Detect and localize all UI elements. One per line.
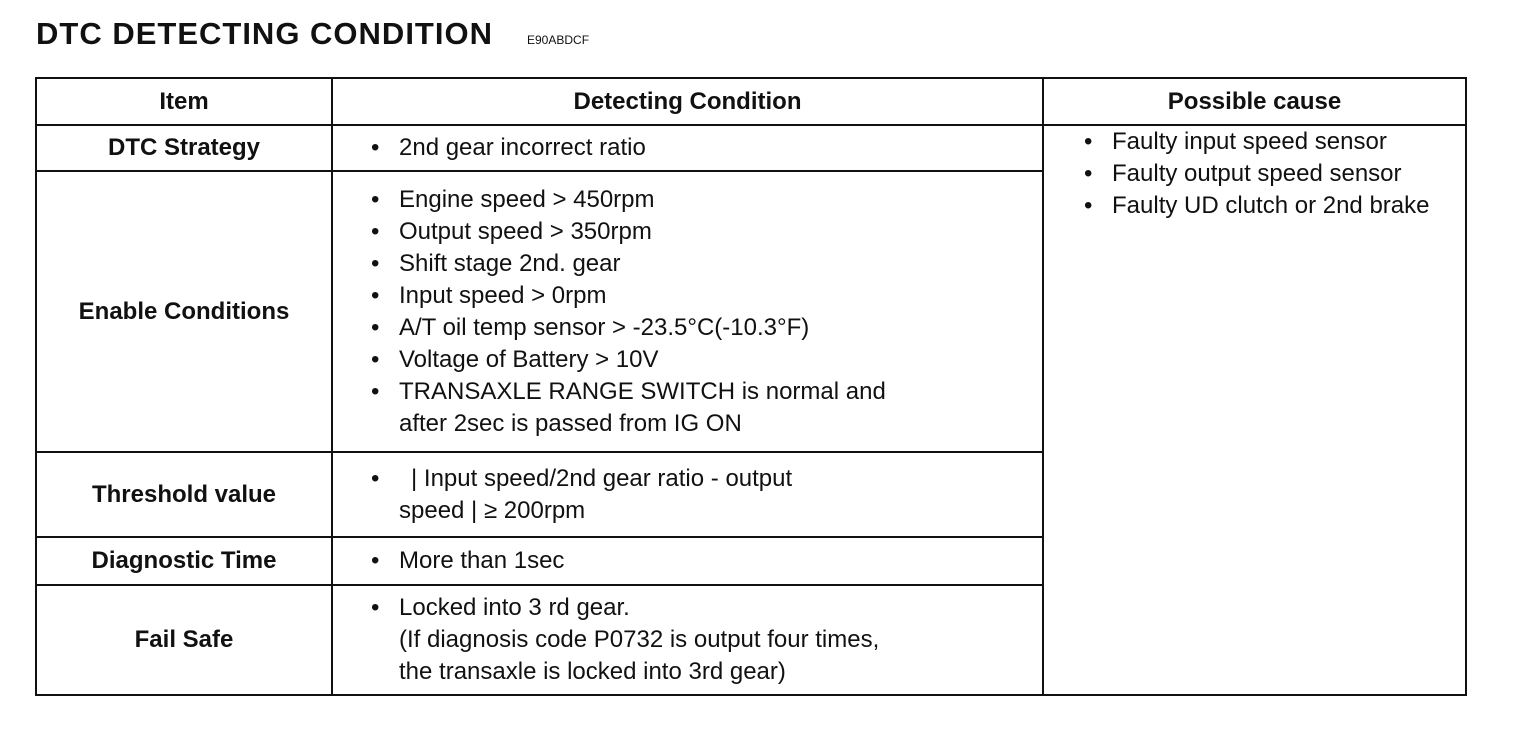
item-dtc-strategy: DTC Strategy [36, 125, 332, 171]
condition-item [333, 592, 1042, 688]
possible-cause-cell [1043, 125, 1466, 695]
condition-cell-dtc-strategy [332, 125, 1043, 171]
condition-cell-diagnostic-time [332, 537, 1043, 585]
condition-list [333, 132, 1042, 164]
condition-cell-enable-conditions [332, 171, 1043, 452]
condition-item: • Shift stage 2nd. gear [333, 248, 1042, 280]
condition-text: • | Input speed/2nd gear ratio - output [411, 464, 793, 492]
item-fail-safe: Fail Safe [36, 585, 332, 695]
item-enable-conditions: Enable Conditions [36, 171, 332, 452]
condition-text: • Locked into 3 rd gear. [399, 594, 630, 621]
page-title: DTC DETECTING CONDITION [36, 16, 493, 51]
condition-item: • Input speed > 0rpm [333, 280, 1042, 312]
possible-cause-item: • Faulty output speed sensor [1044, 158, 1465, 190]
condition-item: • A/T oil temp sensor > -23.5°C(-10.3°F) [333, 312, 1042, 344]
header-possible-cause: Possible cause [1043, 78, 1466, 125]
condition-text: • TRANSAXLE RANGE SWITCH is normal and [399, 377, 886, 405]
condition-item [333, 376, 1042, 440]
header-item: Item [36, 78, 332, 125]
condition-cell-fail-safe [332, 585, 1043, 695]
possible-cause-list [1044, 126, 1465, 222]
title-block [36, 16, 589, 52]
header-detecting-condition: Detecting Condition [332, 78, 1043, 125]
condition-list [333, 184, 1042, 440]
condition-item: • Engine speed > 450rpm [333, 184, 1042, 216]
dtc-table [35, 77, 1467, 696]
condition-text-continued: (If diagnosis code P0732 is output four times, [399, 626, 880, 653]
condition-item [333, 463, 1042, 527]
table-row-dtc-strategy [36, 125, 1466, 171]
possible-cause-item: • Faulty input speed sensor [1044, 126, 1465, 158]
condition-text-continued: the transaxle is locked into 3rd gear) [399, 658, 786, 685]
item-diagnostic-time: Diagnostic Time [36, 537, 332, 585]
header-row [36, 78, 1466, 125]
item-threshold-value: Threshold value [36, 452, 332, 537]
condition-item: • 2nd gear incorrect ratio [333, 132, 1042, 164]
document-code: E90ABDCF [527, 33, 590, 47]
condition-list [333, 463, 1042, 527]
condition-item: • More than 1sec [333, 545, 1042, 577]
condition-list [333, 545, 1042, 577]
condition-text-continued: after 2sec is passed from IG ON [399, 409, 742, 437]
condition-list [333, 592, 1042, 688]
condition-item: • Voltage of Battery > 10V [333, 344, 1042, 376]
possible-cause-item: • Faulty UD clutch or 2nd brake [1044, 190, 1465, 222]
condition-cell-threshold-value [332, 452, 1043, 537]
condition-item: • Output speed > 350rpm [333, 216, 1042, 248]
condition-text-continued: speed | ≥ 200rpm [399, 496, 586, 524]
